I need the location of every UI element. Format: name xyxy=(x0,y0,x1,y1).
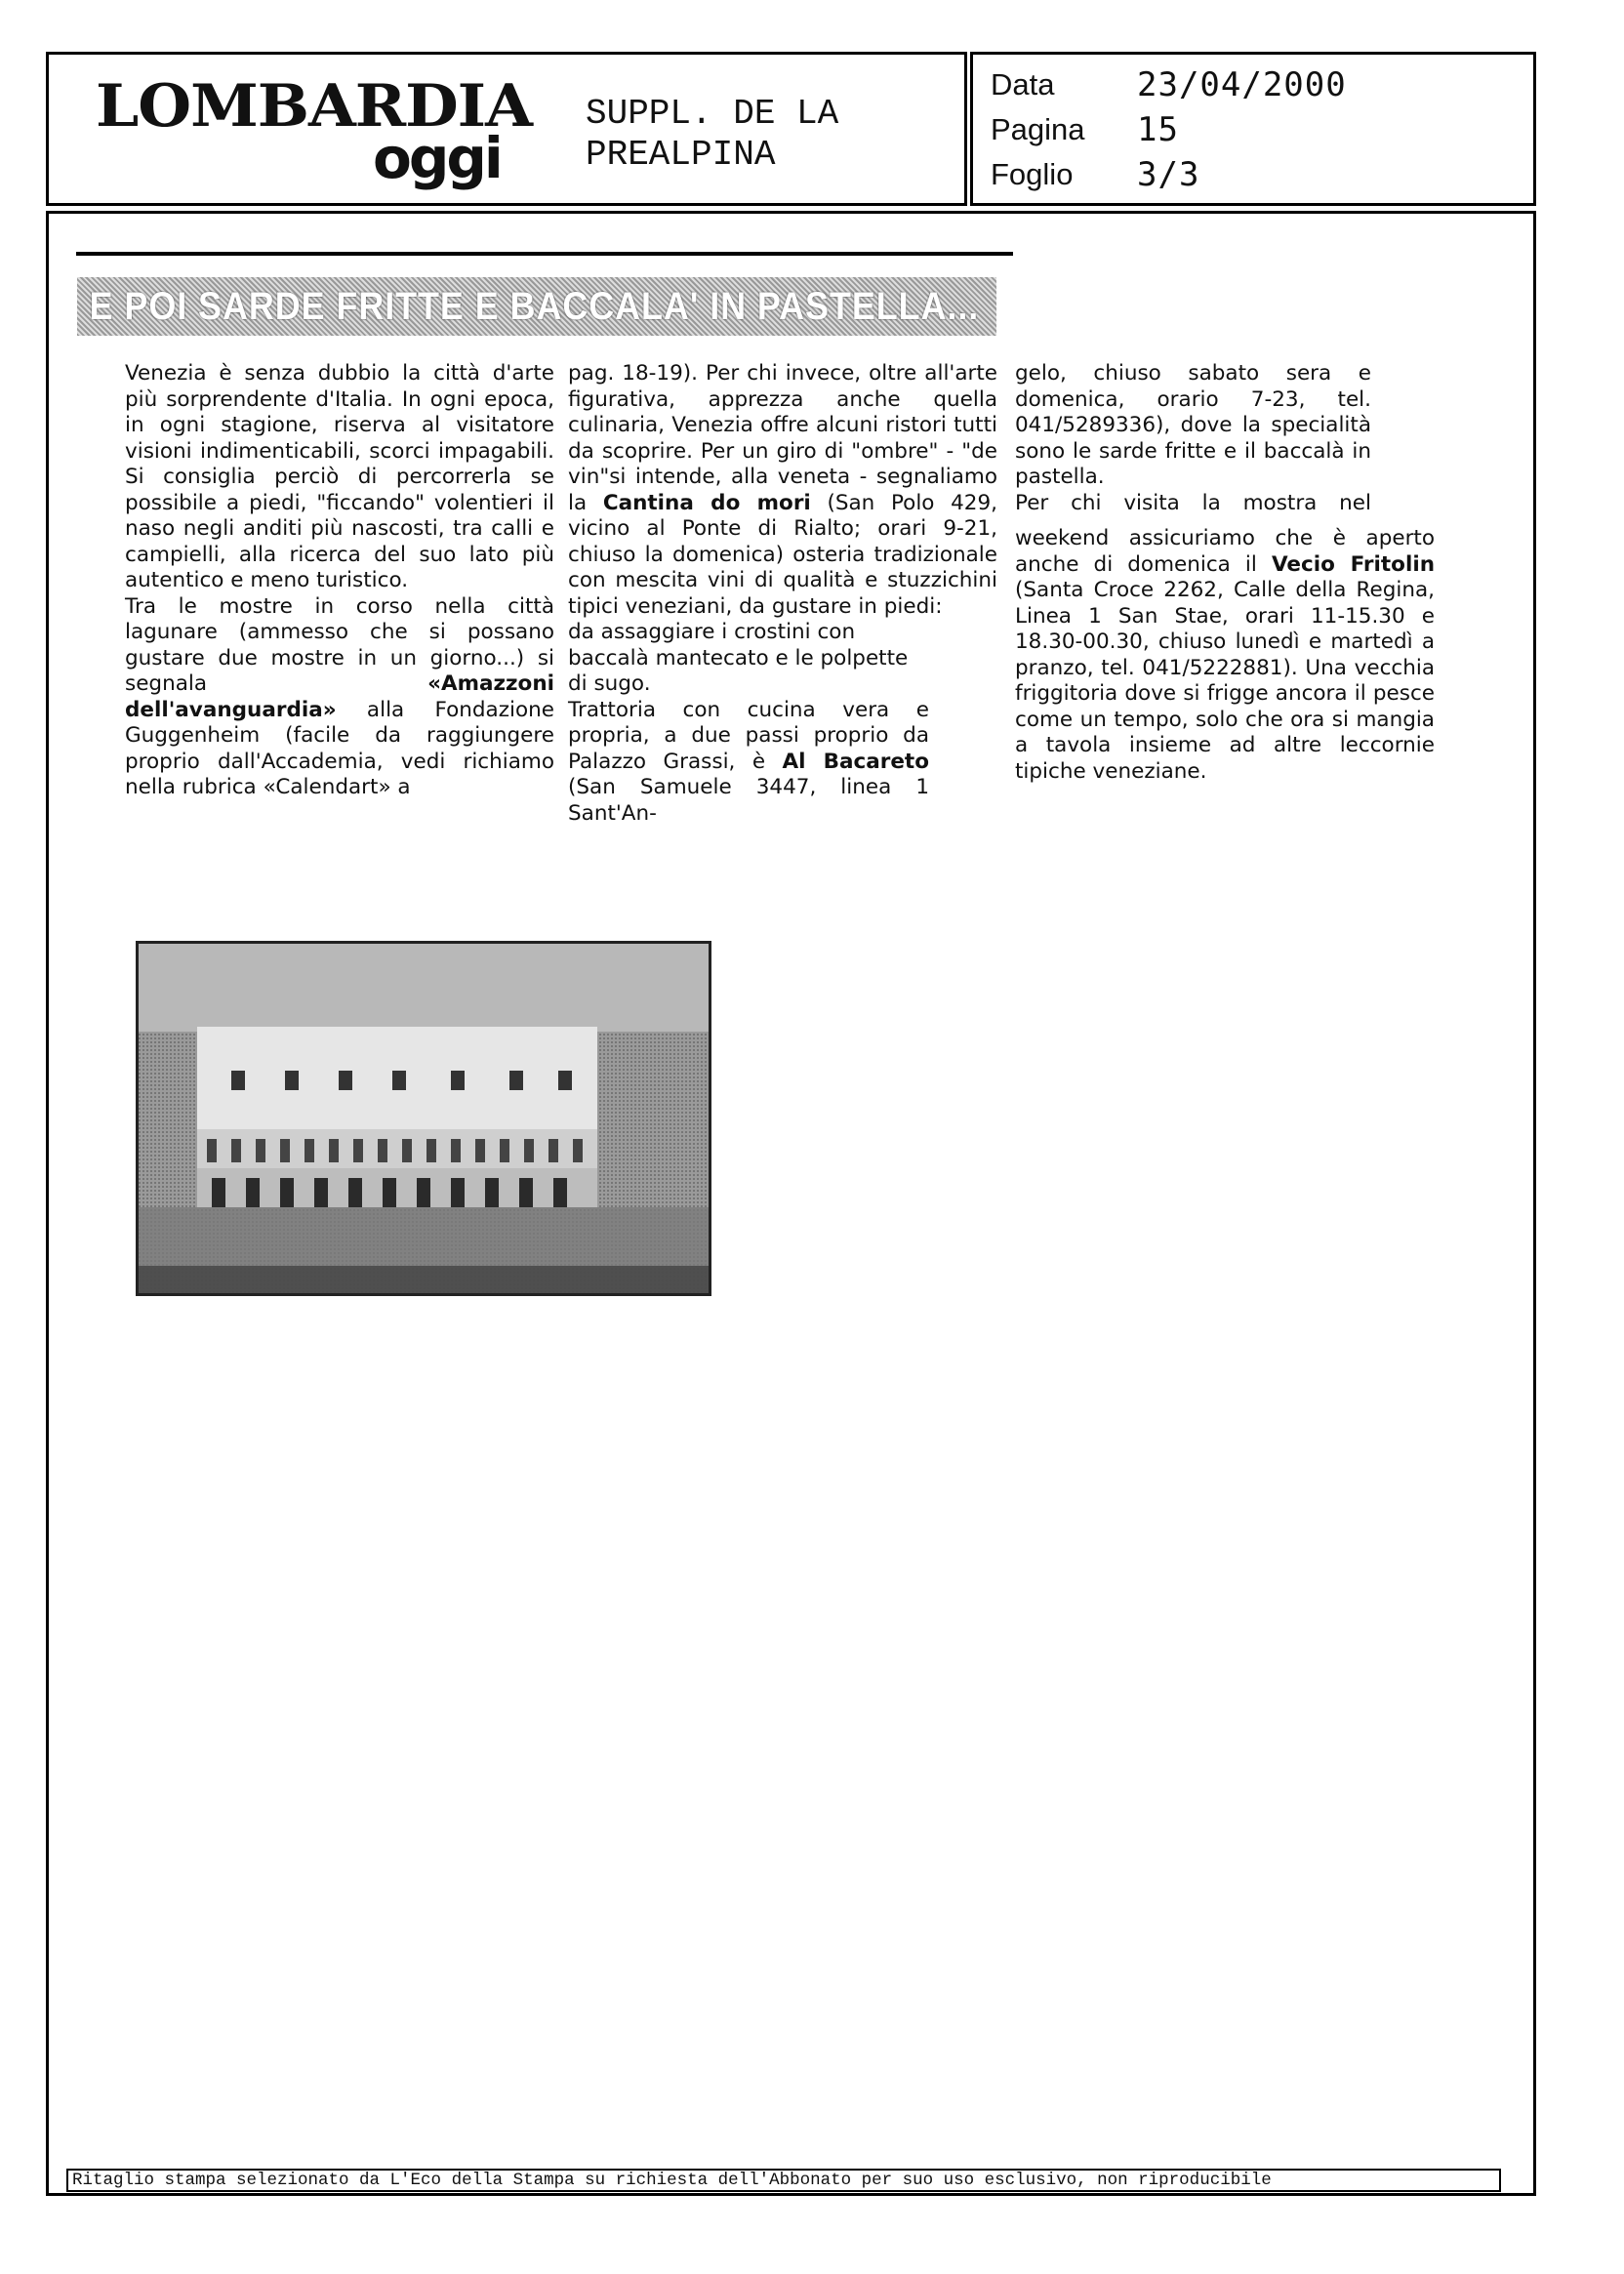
article-column-3 xyxy=(1015,361,1435,785)
venue-name: Vecio Fritolin xyxy=(1271,551,1435,577)
article-column-2 xyxy=(568,361,997,827)
article-title-band xyxy=(77,277,996,336)
meta-value: 15 xyxy=(1137,110,1179,149)
text: (San Polo 429, vicino al Ponte di Rialto; orari 9-21, chiuso la domenica) osteria tradizionale con mescita vini di qualità e stuzzichini tipici veneziani, da gustare in piedi: xyxy=(568,490,997,619)
article-column-1 xyxy=(125,361,554,801)
text: (Santa Croce 2262, Calle della Regina, Linea 1 San Stae, orari 11-15.30 e 18.30-00.30, chiuso lunedì e martedì a pranzo, tel. 041/5222881). Una vecchia friggitoria dove si frigge ancora il pesce come un tempo, solo che ora si mangia a tavola insieme ad altre leccornie tipiche veneziane. xyxy=(1015,578,1435,784)
masthead-box xyxy=(46,52,967,206)
meta-page xyxy=(991,107,1347,152)
exhibition-name: «Amazzoni dell'avanguardia» xyxy=(125,671,554,722)
text: pag. 18-19). Per chi invece, oltre all'arte figurativa, apprezza anche quella culinaria, Venezia offre alcuni ristori tutti da scoprire. Per un giro di "ombre" - "de vin"si intende, alla veneta - segnaliamo la xyxy=(568,361,997,515)
paragraph xyxy=(568,361,997,620)
divider-rule xyxy=(76,252,1013,256)
meta-label: Data xyxy=(991,67,1055,102)
paragraph xyxy=(1015,526,1435,785)
text: alla Fondazione Guggenheim (facile da raggiungere proprio dall'Accademia, vedi richiamo nella rubrica «Calendart» a xyxy=(125,697,554,799)
meta-date xyxy=(991,62,1347,107)
paragraph: Per chi visita la mostra nel xyxy=(1015,490,1371,515)
text: Tra le mostre in corso nella città lagunare (ammesso che si possano gustare due mostre in un giorno...) si segnala xyxy=(125,593,554,696)
meta-value: 23/04/2000 xyxy=(1137,65,1347,104)
meta-sheet xyxy=(991,152,1347,197)
article-title: E POI SARDE FRITTE E BACCALA' IN PASTELLA... xyxy=(89,284,980,328)
paragraph xyxy=(125,594,554,801)
venice-doge-palace-photo xyxy=(136,941,711,1296)
clipping-notice: Ritaglio stampa selezionato da L'Eco della Stampa su richiesta dell'Abbonato per suo uso esclusivo, non riproducibile xyxy=(66,2169,1501,2192)
paragraph: gelo, chiuso sabato sera e domenica, orario 7-23, tel. 041/5289336), dove la specialità sono le sarde fritte e il baccalà in pastella. xyxy=(1015,361,1371,489)
venue-name: Cantina do mori xyxy=(602,490,811,515)
publication-line-2: PREALPINA xyxy=(586,135,776,175)
text: weekend assicuriamo che è aperto anche di domenica il xyxy=(1015,526,1435,577)
metadata-box xyxy=(970,52,1536,206)
paragraph: da assaggiare i crostini con baccalà mantecato e le polpette di sugo. xyxy=(568,620,909,696)
venue-name: Al Bacareto xyxy=(782,749,929,774)
text: Trattoria con cucina vera e propria, a due passi proprio da Palazzo Grassi, è xyxy=(568,697,929,774)
newspaper-logo-subtitle: oggi xyxy=(373,125,501,191)
paragraph xyxy=(568,698,929,828)
publication-line-1: SUPPL. DE LA xyxy=(586,94,839,134)
newspaper-logo: LOMBARDIA xyxy=(96,72,532,141)
meta-label: Foglio xyxy=(991,157,1074,191)
meta-value: 3/3 xyxy=(1137,155,1200,194)
paragraph: Venezia è senza dubbio la città d'arte più sorprendente d'Italia. In ogni epoca, in ogni stagione, riserva al visitatore visioni indimenticabili, scorci impagabili. Si consiglia perciò di percorrerla se possibile a piedi, "ficcando" volentieri il naso negli anditi più nascosti, tra calli e campielli, alla ricerca del suo lato più autentico e meno turistico. xyxy=(125,361,554,592)
text: (San Samuele 3447, linea 1 Sant'An- xyxy=(568,775,929,826)
meta-label: Pagina xyxy=(991,112,1085,146)
publication-name xyxy=(586,94,838,176)
